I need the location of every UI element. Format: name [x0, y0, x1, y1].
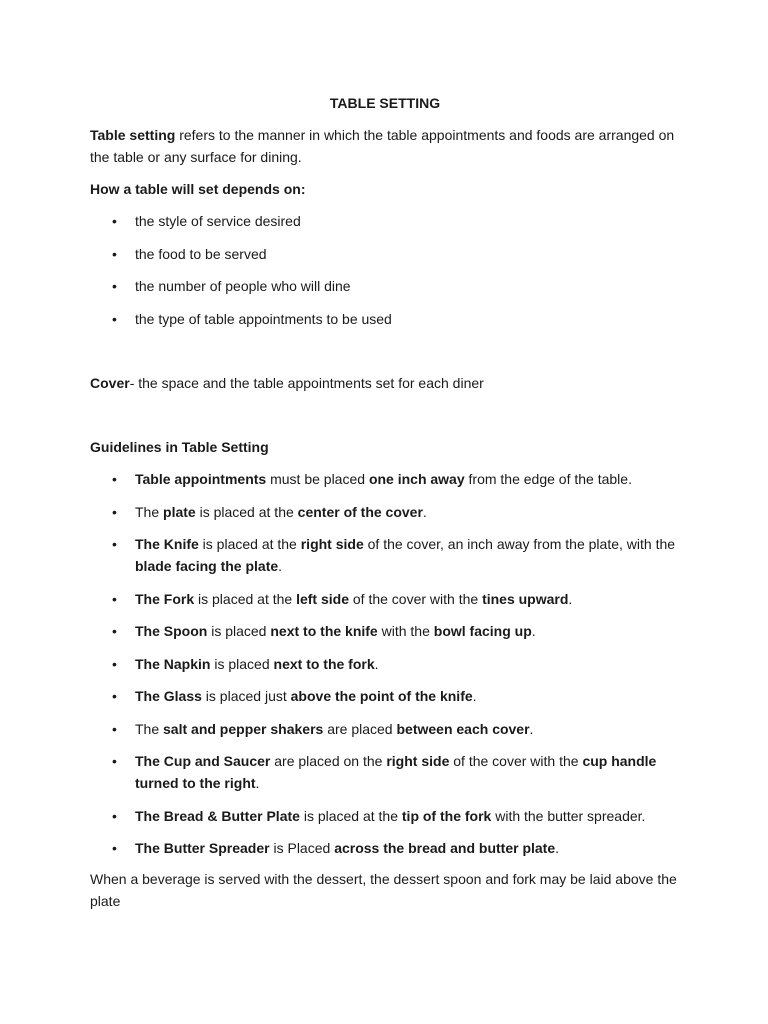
bold-text: Table appointments — [135, 471, 267, 487]
bold-text: Cover — [90, 375, 130, 391]
bullet-icon: • — [112, 245, 117, 262]
text-run: The — [135, 720, 164, 737]
list-item — [90, 685, 680, 707]
list-item — [90, 620, 680, 642]
text-run: of the cover with the — [348, 590, 483, 607]
text-run: is placed — [207, 623, 271, 639]
bold-text: salt and pepper shakers — [163, 720, 324, 737]
text-run: with the butter spreader. — [491, 807, 646, 824]
text-run: - the space and the table appointments set for each diner — [129, 375, 484, 391]
document-page — [90, 92, 680, 922]
cover-definition — [90, 372, 680, 394]
bullet-icon: • — [112, 720, 117, 737]
bold-text: plate — [163, 503, 196, 520]
list-item — [90, 308, 680, 330]
bold-text: tines upward — [482, 590, 569, 607]
guidelines-heading — [90, 436, 680, 458]
bullet-icon: • — [112, 807, 117, 824]
bold-text: right side — [300, 536, 364, 552]
bold-text: next to the knife — [270, 623, 378, 639]
text-run: of the cover, an inch away from the plate, with the — [363, 536, 676, 552]
bullet-icon: • — [112, 536, 117, 552]
bold-text: tip of the fork — [401, 807, 492, 824]
page-title: TABLE SETTING — [329, 95, 441, 111]
bullet-icon: • — [112, 623, 117, 639]
text-run: refers to the manner in which the table appointments and foods are arranged on the table or any surface for dining. — [90, 127, 675, 165]
bold-text: The Bread & Butter Plate — [135, 807, 300, 824]
bold-text: left side — [296, 590, 349, 607]
list-item — [90, 750, 680, 794]
text-run: . — [529, 720, 534, 737]
bold-text: bowl facing up — [433, 623, 532, 639]
bold-text: The Fork — [135, 590, 195, 607]
list-item — [90, 501, 680, 523]
text-run: the style of service desired — [135, 213, 301, 229]
bullet-icon: • — [112, 278, 117, 294]
bullet-icon: • — [112, 503, 117, 520]
bold-text: between each cover — [396, 720, 530, 737]
bold-text: center of the cover — [297, 503, 423, 520]
bold-text: one inch away — [368, 471, 465, 487]
text-run: . — [472, 688, 477, 704]
bold-text: next to the fork — [273, 655, 375, 672]
list-item — [90, 837, 680, 859]
bullet-icon: • — [112, 655, 117, 672]
guidelines-heading-text: Guidelines in Table Setting — [90, 439, 269, 455]
text-run: are placed on the — [270, 753, 387, 769]
text-run: is placed — [210, 655, 274, 672]
list-item — [90, 210, 680, 232]
text-run: . — [568, 590, 573, 607]
list-item — [90, 243, 680, 265]
text-run: . — [555, 840, 560, 856]
list-item — [90, 653, 680, 675]
depends-heading-text: How a table will set depends on: — [90, 181, 306, 197]
text-run: . — [255, 775, 260, 791]
text-run: The — [135, 503, 164, 520]
text-run: . — [374, 655, 379, 672]
text-run: . — [422, 503, 427, 520]
bold-text: cup handle turned to the right — [135, 753, 657, 791]
bold-text: The Spoon — [135, 623, 208, 639]
text-run: is placed just — [201, 688, 291, 704]
bold-text: across the bread and butter plate — [334, 840, 556, 856]
text-run: is placed at the — [194, 590, 297, 607]
bold-text: The Knife — [135, 536, 199, 552]
bold-text: The Napkin — [135, 655, 211, 672]
bullet-icon: • — [112, 310, 117, 327]
text-run: with the — [377, 623, 434, 639]
text-run: the food to be served — [135, 245, 267, 262]
guidelines-list — [90, 468, 680, 859]
text-run: of the cover with the — [449, 753, 583, 769]
text-run: is placed at the — [195, 503, 298, 520]
text-run: is placed at the — [198, 536, 301, 552]
list-item — [90, 588, 680, 610]
intro-paragraph — [90, 124, 680, 168]
text-run: from the edge of the table. — [464, 471, 632, 487]
bullet-icon: • — [112, 590, 117, 607]
bullet-icon: • — [112, 471, 117, 487]
text-run: the number of people who will dine — [135, 278, 351, 294]
bold-text: Table setting — [90, 127, 176, 143]
text-run: must be placed — [266, 471, 369, 487]
depends-list — [90, 210, 680, 330]
text-run: . — [531, 623, 536, 639]
bold-text: above the point of the knife — [290, 688, 473, 704]
bold-text: right side — [386, 753, 450, 769]
list-item — [90, 468, 680, 490]
text-run: the type of table appointments to be used — [135, 310, 392, 327]
text-run: is Placed — [269, 840, 335, 856]
bullet-icon: • — [112, 753, 117, 769]
bold-text: blade facing the plate — [135, 558, 279, 574]
bullet-icon: • — [112, 213, 117, 229]
spacer — [90, 340, 680, 372]
text-run: . — [278, 558, 283, 574]
bold-text: The Glass — [135, 688, 202, 704]
list-item — [90, 718, 680, 740]
spacer — [90, 404, 680, 436]
bullet-icon: • — [112, 840, 117, 856]
bullet-icon: • — [112, 688, 117, 704]
text-run: is placed at the — [299, 807, 402, 824]
list-item — [90, 275, 680, 297]
list-item — [90, 533, 680, 577]
bold-text: The Cup and Saucer — [135, 753, 271, 769]
text-run: are placed — [323, 720, 397, 737]
list-item — [90, 805, 680, 827]
depends-heading — [90, 178, 680, 200]
closing-paragraph: When a beverage is served with the dessert, the dessert spoon and fork may be laid above the plate — [90, 870, 677, 909]
bold-text: The Butter Spreader — [135, 840, 270, 856]
